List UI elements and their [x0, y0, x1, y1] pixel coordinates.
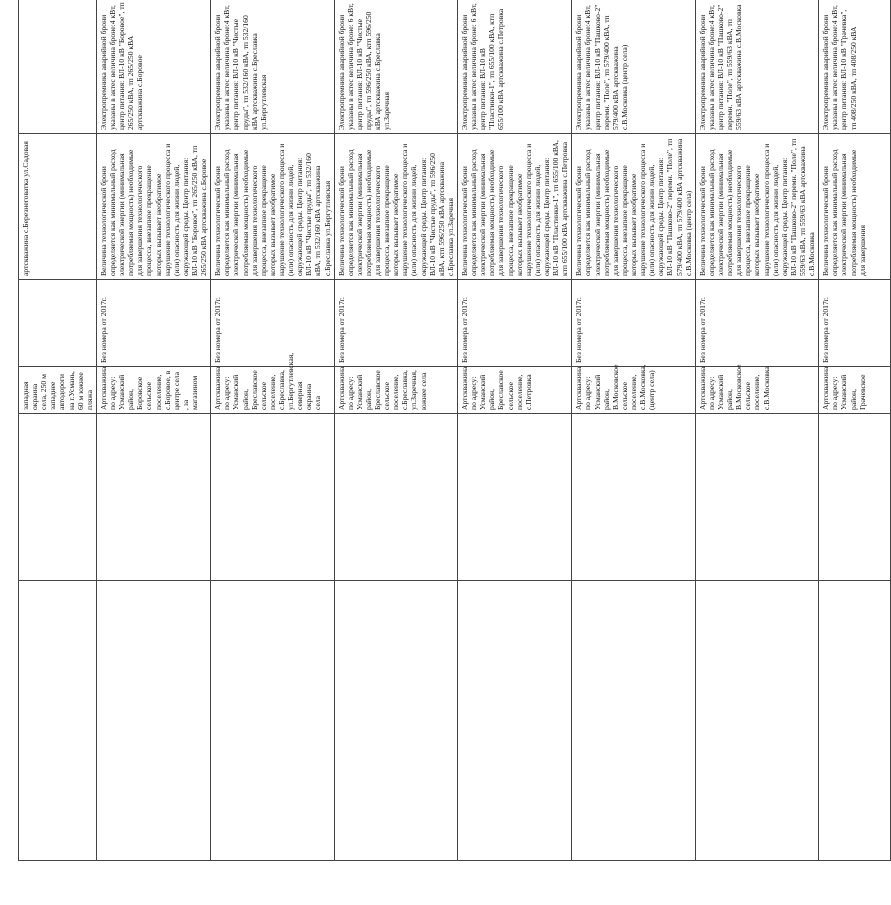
address-cell: Артскважина по адресу: Усманский район, Боровское сельское поселение, с.Боровое, в центре села , за магазином	[96, 367, 210, 414]
document-cell: Без номера от 2017г.	[819, 280, 891, 367]
document-cell: Без номера от 2017г.	[96, 280, 210, 367]
table-row	[572, 0, 695, 861]
empty-cell	[96, 414, 210, 581]
empty-cell	[211, 414, 334, 581]
document-cell: Без номера от 2017г.	[695, 280, 818, 367]
description-cell: Величина технологической брони определяется как минимальный расход электрической энергии (минимальная потребляемая мощность) необходимые для завершения технологического процесса, внезапное прекращение которых вызывает необратимое нарушение технологического процесса и (или) опасность для жизни людей, окружающей среды. Центр питания: ВЛ-10 кВ "Чистые пруды", тп 532/160 кВА, тп 532/160 кВА артскважина с.Бреславка ул.Бергутлевская	[211, 134, 334, 280]
address-cell: Артскважина по адресу: Усманский район, В.Московское сельское поселение, с.В.Московка	[695, 367, 818, 414]
notice-cell: Электропремника аварийной брони указаны в актес величина броне:4 кВт, центр питания: ВЛ-10 кВ "Грачевка", тп 408/250 кВА, тп 408/250 кВА	[819, 0, 891, 134]
table-row	[819, 0, 891, 861]
table-row	[334, 0, 457, 861]
empty-cell	[96, 581, 210, 861]
notice-cell: Электропремника аварийной брони указаны в актес величина броне:4 кВт, центр питания: ВЛ-10 кВ "Пашково-2" перемн. "Поле", тп 559/63 кВА, тп 559/63 кВА артскважина с.В.Московка	[695, 0, 818, 134]
document-cell	[19, 280, 97, 367]
notice-cell: Электропремника аварийной брони указаны в актес величина броне:4 кВт, центр питания: ВЛ-10 кВ "Чистые пруды", тп 532/160 кВА, тп 532/160 кВА артскважина с.Бреславка ул.Бергутлевская	[211, 0, 334, 134]
empty-cell	[572, 581, 695, 861]
description-cell: Величина технологической брони определяется как минимальный расход электрической энергии (минимальная потребляемая мощность) необходимые для завершения технологического процесса, внезапное прекращение которых вызывает необратимое нарушение технологического процесса и (или) опасность для жизни людей, окружающей среды. Центр питания: ВЛ-10 кВ "Пашково-2" перемн. "Поле", тп 579/400 кВА, тп 579/400 кВА артскважина с.В.Московка (центр села)	[572, 134, 695, 280]
document-cell: Без номера от 2017г.	[211, 280, 334, 367]
empty-cell	[695, 414, 818, 581]
table-row	[96, 0, 210, 861]
empty-cell	[458, 414, 572, 581]
empty-cell	[211, 581, 334, 861]
description-cell: Величина технологической брони определяется как минимальный расход электрической энергии (минимальная потребляемая мощность) необходимые для завершения технологического процесса, внезапное прекращение которых вызывает необратимое нарушение технологического процесса и (или) опасность для жизни людей, окружающей среды. Центр питания: ВЛ-10 кВ "Чистые пруды", тп 596/250 кВА, ктп 596/250 кВА артскважина с.Бреславка ул.Заречная	[334, 134, 457, 280]
document-cell: Без номера от 2017г.	[334, 280, 457, 367]
description-cell: Величина технологической брони определяется как минимальный расход электрической энергии (минимальная потребляемая мощность) необходимые для завершения технологического процесса, внезапное прекращение которых вызывает необратимое нарушение технологического процесса и (или) опасность для жизни людей, окружающей среды. Центр питания: ВЛ-10 кВ "Боровое", тп 265/250 кВА, тп 265/250 кВА артскважина с.Боровое	[96, 134, 210, 280]
address-cell: Артскважина по адресу: Усманский район, Бреславское сельское поселение, с.Бреславка, ул.Бергутлевская, северная окраина села	[211, 367, 334, 414]
address-cell: Артскважина по адресу: Усманский район, В.Московское сельское поселение, с.В.Московка, (центр села)	[572, 367, 695, 414]
description-cell: Величина технологической брони определяется как минимальный расход электрической энергии (минимальная потребляемая мощность) необходимые для завершения технологического процесса, внезапное прекращение которых вызывает необратимое нарушение технологического процесса и (или) опасность для жизни людей, окружающей среды. Центр питания: ВЛ-10 кВ "Пластинки-1", тп 655/100 кВА, ктп 655/100 кВА артскважина с.Петровка	[458, 134, 572, 280]
notice-cell	[19, 0, 97, 134]
table-row	[211, 0, 334, 861]
notice-cell: Электропремника аварийной брони указаны в актес величина броне: 6 кВт, центр питания: ВЛ-10 кВ "Пластинки-1", тп 655/100 кВА, ктп 655/100 кВА артскважина с.Петровка	[458, 0, 572, 134]
description-cell: Величина технологической брони определяется как минимальный расход электрической энергии (минимальная потребляемая мощность) необходимые для завершения	[819, 134, 891, 280]
address-cell: Артскважина по адресу: Усманский район, Бреславское сельское поселение, с.Бреславка, ул.Заречная, южнее села	[334, 367, 457, 414]
empty-cell	[458, 581, 572, 861]
address-cell: западная окраина села, 250 м западнее автодороги на г.Усмань, 60 м южнее пляжа	[19, 367, 97, 414]
document-cell: Без номера от 2017г.	[572, 280, 695, 367]
empty-cell	[19, 414, 97, 581]
table-row	[695, 0, 818, 861]
empty-cell	[334, 414, 457, 581]
empty-cell	[819, 414, 891, 581]
table-row	[19, 0, 97, 861]
empty-cell	[695, 581, 818, 861]
address-cell: Артскважина по адресу: Усманский район, Грачевское	[819, 367, 891, 414]
document-cell: Без номера от 2017г.	[458, 280, 572, 367]
description-cell: Величина технологической брони определяется как минимальный расход электрической энергии (минимальная потребляемая мощность) необходимые для завершения технологического процесса, внезапное прекращение которых вызывает необратимое нарушение технологического процесса и (или) опасность для жизни людей, окружающей среды. Центр питания: ВЛ-10 кВ "Пашково-2" перемн. "Поле", тп 559/63 кВА, тп 559/63 кВА артскважина с.В.Московка	[695, 134, 818, 280]
empty-cell	[19, 581, 97, 861]
table-row	[458, 0, 572, 861]
notice-cell: Электропремника аварийной брони указаны в актес величина броне:4 кВт, центр питания: ВЛ-10 кВ "Пашково-2" перемн. "Поле", тп 579/400 кВА, тп 579/400 кВА артскважина с.В.Московка (центр села)	[572, 0, 695, 134]
notice-cell: Электропремника аварийной брони указаны в актес величина броне:4 кВт, центр питания: ВЛ-10 кВ "Боровое", тп 265/250 кВА, тп 265/250 кВА артскважина с.Боровое	[96, 0, 210, 134]
technological-reserve-table	[18, 0, 891, 861]
empty-cell	[334, 581, 457, 861]
description-cell: артскважина с.Березнеговатка ул.Садовая	[19, 134, 97, 280]
address-cell: Артскважина по адресу: Усманский район, Бреславское сельское поселение, с.Петровка	[458, 367, 572, 414]
empty-cell	[572, 414, 695, 581]
empty-cell	[819, 581, 891, 861]
notice-cell: Электропремника аварийной брони указаны в актес величина броне: 6 кВт, центр питания: ВЛ-10 кВ "Чистые пруды", тп 596/250 кВА, ктп 596/250 кВА артскважина с.Бреславка ул.Заречная	[334, 0, 457, 134]
